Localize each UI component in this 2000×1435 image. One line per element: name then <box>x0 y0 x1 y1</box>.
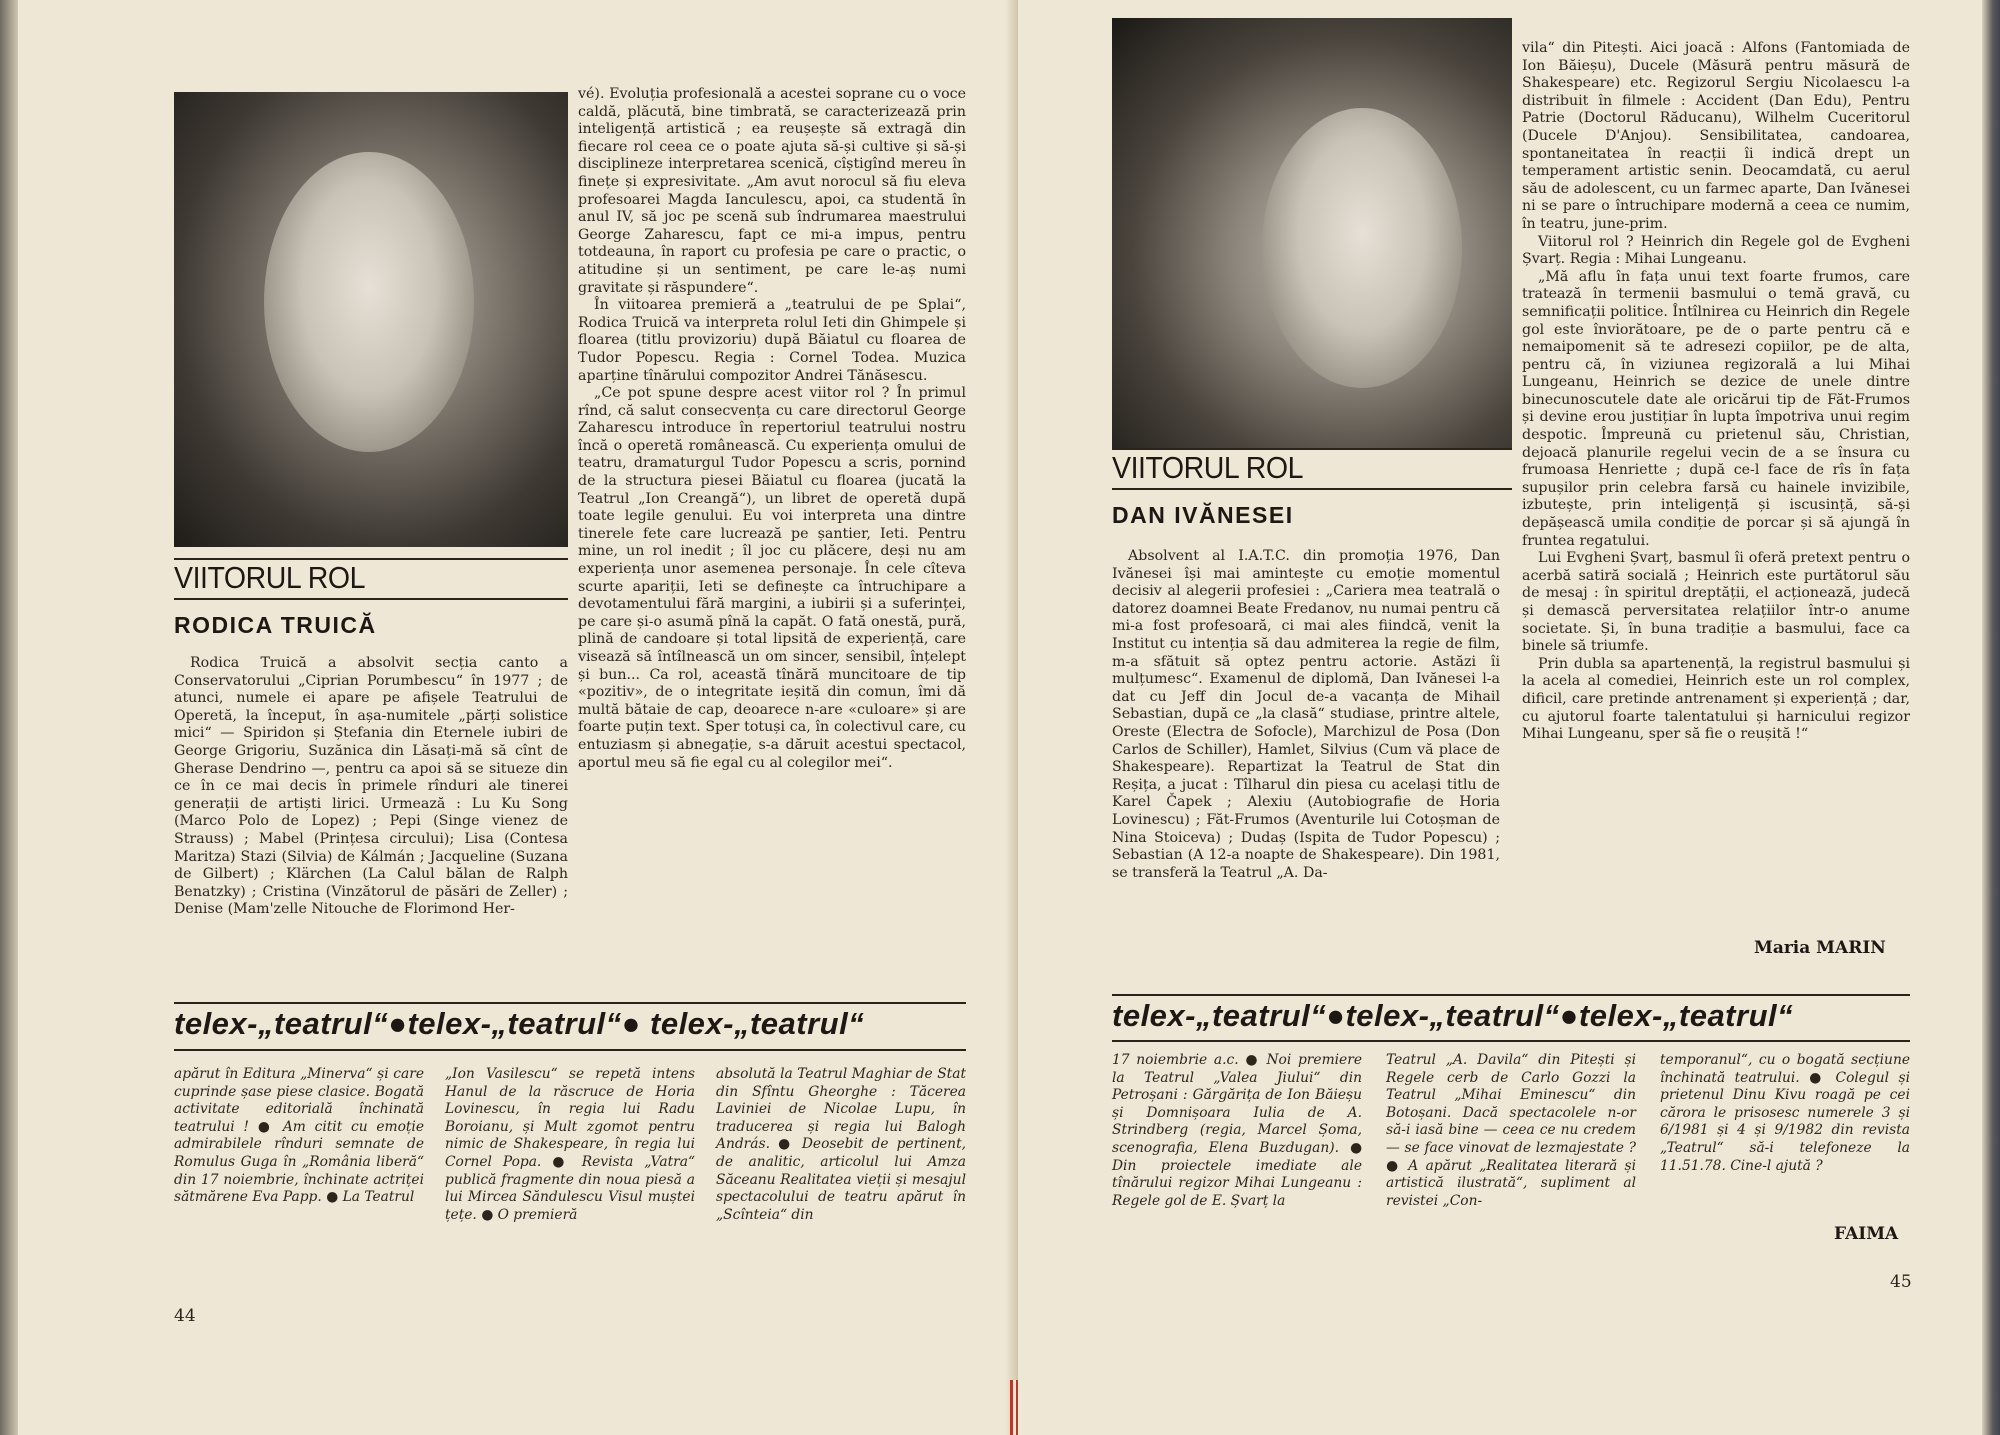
article-column-1 <box>174 655 568 919</box>
telex-rule-top <box>174 1002 966 1004</box>
paragraph: „Ce pot spune despre acest viitor rol ? În primul rînd, că salut consecvența cu care directorul George Zaharescu introduce în repertoriul teatrului nostru încă o operetă românească. Cu experiența omului de teatru, dramaturgul Tudor Popescu a scris, pornind de la structura piesei Băiatul cu floarea (jucată la Teatrul „Ion Creangă“), un libret de operetă după toate legile genului. Eu voi interpreta una dintre tinerele fete care lucrează pe șantier, Ieti. Pentru mine, un rol inedit ; îl joc cu plăcere, deși nu am experiența unor asemenea personaje. În cele cîteva scurte apariții, Ieti se definește ca întruchipare a devotamentului fără margini, a iubirii și a suferinței, pe care și-o asumă pînă la capăt. O fată onestă, pură, plină de candoare și total lipsită de experiență, care visează să întîlnească un om sincer, sensibil, înțelept și bun... Ca rol, această tînără muncitoare de tip «pozitiv», de o integritate ieșită din comun, îmi dă multă bătaie de cap, deoarece n-are «culoare» și are foarte puțin text. Sper totuși ca, în colectivul care, cu entuziasm și abnegație, s-a dăruit acestui spectacol, aportul meu să fie egal cu al colegilor mei“. <box>578 385 966 771</box>
telex-column-1: apărut în Editura „Minerva“ și care cuprinde șase piese clasice. Bogată activitate editorială închinată teatrului ! ● Am citit cu emoție admirabilele rînduri semnate de Romulus Guga în „România liberă“ din 17 noiembrie, închinate actriței sătmărene Eva Papp. ● La Teatrul <box>174 1066 424 1206</box>
telex-rule-bottom <box>1112 1040 1910 1042</box>
paragraph: vila“ din Pitești. Aici joacă : Alfons (Fantomiada de Ion Băieșu), Ducele (Măsură pentru măsură de Shakespeare) etc. Regizorul Sergiu Nicolaescu l-a distribuit în filmele : Accident (Dan Edu), Pentru Patrie (Doctorul Răducanu), Wilhelm Cuceritorul (Ducele D'Anjou). Sensibilitatea, candoarea, spontaneitatea în reacții îi indică drept un temperament artistic senin. Deocamdată, cu aerul său de adolescent, cu un farmec aparte, Dan Ivănesei ni se pare o întruchipare modernă a ceea ce numim, în teatru, june-prim. <box>1522 40 1910 232</box>
paragraph: Viitorul rol ? Heinrich din Regele gol de Evgheni Șvarț. Regia : Mihai Lungeanu. <box>1522 233 1910 268</box>
portrait-photo-rodica-truica <box>174 92 568 547</box>
person-name: DAN IVĂNESEI <box>1112 502 1294 528</box>
portrait-face <box>1262 108 1462 388</box>
paragraph: „Mă aflu în fața unui text foarte frumos, care tratează în termenii basmului o temă gravă, cu semnificații politice. Întîlnirea cu Heinrich din Regele gol este înviorătoare, pe de o parte pentru că e nemaipomenit să te adresezi copiilor, pe de alta, pentru că, în viziunea regizorală a lui Mihai Lungeanu, Heinrich se dezice de unele dintre binecunoscutele date ale oricărui tip de Făt-Frumos și devine erou justițiar în lupta împotriva unui regim despotic. Împreună cu prietenul său, Christian, dejoacă planurile regelui vecin de a se însura cu frumoasa Henriette ; după ce-l face de rîs în fața supușilor prin celebra farsă cu hainele invizibile, izbutește, prin inteligență și iscusință, să-și depășească umila condiție de porcar și să ajungă în fruntea regatului. <box>1522 268 1910 549</box>
telex-column-3: temporanul“, cu o bogată secțiune închinată teatrului. ● Colegul și prietenul Dinu Kivu roagă pe cei cărora le prisosesc numerele 3 și 6/1981 și 4 și 9/1982 din revista „Teatrul“ să-i telefoneze la 11.51.78. Cine-l ajută ? <box>1660 1052 1910 1174</box>
paragraph: Lui Evgheni Șvarț, basmul îi oferă pretext pentru o acerbă satiră socială ; Heinrich este purtătorul său de mesaj : în spiritul dreptății, el acționează, judecă și demască perversitatea relațiilor într-o anume societate. Și, în buna tradiție a basmului, face ca binele să triumfe. <box>1522 550 1910 655</box>
article-column-1 <box>1112 548 1500 882</box>
telex-column-2: „Ion Vasilescu“ se repetă intens Hanul de la răscruce de Horia Lovinescu, în regia lui Radu Boroianu, și Mult zgomot pentru nimic de Shakespeare, în regia lui Cornel Popa. ● Revista „Vatra“ publică fragmente din noua piesă a lui Mircea Săndulescu Visul muștei țețe. ● O premieră <box>445 1066 695 1223</box>
telex-banner: telex-„teatrul“●telex-„teatrul“● telex-„teatrul“ <box>174 1006 865 1041</box>
article-column-2 <box>1522 40 1910 744</box>
telex-rule-bottom <box>174 1049 966 1051</box>
telex-banner: telex-„teatrul“●telex-„teatrul“●telex-„teatrul“ <box>1112 998 1794 1033</box>
author-signature: Maria MARIN <box>1754 938 1886 958</box>
person-name: RODICA TRUICĂ <box>174 612 377 638</box>
telex-rule-top <box>1112 994 1910 996</box>
paragraph: Rodica Truică a absolvit secția canto a Conservatorului „Ciprian Porumbescu“ în 1977 ; de atunci, numele ei apare pe afișele Teatrului de Operetă, la început, în așa-numitele „părți solistice mici“ — Spiridon și Ștefania din Eternele iubiri de George Grigoriu, Suzănica din Lăsați-mă să cînt de Gherase Dendrino —, pentru ca apoi să se situeze din ce în ce mai decis în primele rînduri ale tinerei generații de artiști lirici. Urmează : Lu Ku Song (Marco Polo de Lopez) ; Pepi (Singe vienez de Strauss) ; Mabel (Prințesa circului); Lisa (Contesa Maritza) Stazi (Silvia) de Kálmán ; Jacqueline (Suzana de Gilbert) ; Klärchen (La Calul bălan de Ralph Benatzky) ; Cristina (Vinzătorul de păsări de Zeller) ; Denise (Mam'zelle Nitouche de Florimond Her- <box>174 655 568 918</box>
book-edge-right <box>1982 0 2000 1435</box>
section-label: VIITORUL ROL <box>1112 450 1304 485</box>
page-right <box>1018 0 1982 1435</box>
page-left <box>18 0 1018 1435</box>
portrait-photo-dan-ivanesei <box>1112 18 1512 450</box>
caption-rule-bottom <box>174 598 568 600</box>
article-column-2 <box>578 86 966 772</box>
page-number: 44 <box>174 1306 196 1326</box>
telex-column-3: absolută la Teatrul Maghiar de Stat din Sfîntu Gheorghe : Tăcerea Laviniei de Nicolae Lupu, în traducerea și regia lui Balogh András. ● Deosebit de pertinent, de analitic, articolul lui Amza Săceanu Realitatea vieții și mesajul spectacolului de teatru apărut în „Scînteia“ din <box>716 1066 966 1223</box>
paragraph: vé). Evoluția profesională a acestei soprane cu o voce caldă, plăcută, bine timbrată, se caracterizează prin inteligență artistică ; ea reușește să extragă din fiecare rol ceea ce o poate ajuta să-și cultive și să-și disciplineze interpretarea scenică, cîștigînd mereu în finețe și expresivitate. „Am avut norocul să fiu eleva profesoarei Magda Ianculescu, apoi, ca studentă în anul IV, să joc pe scenă sub îndrumarea maestrului George Zaharescu, fapt ce mi-a impus, pentru totdeauna, în raport cu profesia pe care o practic, o atitudine și un sentiment, pe care le-aș numi gravitate și răspundere“. <box>578 86 966 296</box>
paragraph: Prin dubla sa apartenență, la registrul basmului și la acela al comediei, Heinrich este un rol complex, dificil, care pretinde antrenament și experiență ; dar, cu ajutorul foarte talentatului și harnicului regizor Mihai Lungeanu, sper să fie o reușită !“ <box>1522 655 1910 743</box>
book-edge-left <box>0 0 18 1435</box>
section-label: VIITORUL ROL <box>174 560 366 595</box>
telex-column-1: 17 noiembrie a.c. ● Noi premiere la Teatrul „Valea Jiului“ din Petroșani : Gărgărița de Ion Băieșu și Domnișoara Iulia de A. Strindberg (regia, Marcel Șoma, scenografia, Elena Buzdugan). ● Din proiectele imediate ale tînărului regizor Mihai Lungeanu : Regele gol de E. Șvarț la <box>1112 1052 1362 1209</box>
portrait-face <box>264 152 474 452</box>
telex-signature: FAIMA <box>1834 1224 1899 1244</box>
page-number: 45 <box>1890 1272 1912 1292</box>
paragraph: Absolvent al I.A.T.C. din promoția 1976, Dan Ivănesei își mai amintește cu emoție momentul decisiv al alegerii profesiei : „Cariera mea teatrală o datorez doamnei Beate Fredanov, nu numai pentru că mi-a fost profesoară, ci mai ales fiindcă, venit la Institut cu intenția să dau admiterea la regie de film, m-a sfătuit să optez pentru actorie. Astăzi îi mulțumesc“. Examenul de diplomă, Dan Ivănesei l-a dat cu Jeff din Jocul de-a vacanța de Mihail Sebastian, după ce „la clasă“ studiase, printre altele, Oreste (Electra de Sofocle), Marchizul de Posa (Don Carlos de Schiller), Hamlet, Silvius (Cum vă place de Shakespeare). Repartizat la Teatrul de Stat din Reșița, a jucat : Tîlharul din piesa cu același titlu de Karel Čapek ; Alexiu (Autobiografie de Horia Lovinescu) ; Făt-Frumos (Aventurile lui Cotoșman de Nina Stoiceva) ; Dudaș (Ispita de Tudor Popescu) ; Sebastian (A 12-a noapte de Shakespeare). Din 1981, se transferă la Teatrul „A. Da- <box>1112 548 1500 881</box>
telex-column-2: Teatrul „A. Davila“ din Pitești și Regele cerb de Carlo Gozzi la Teatrul „Mihai Eminescu“ din Botoșani. Dacă spectacolele n-or să-i iasă bine — ceea ce nu credem — se face vinovat de lezmajestate ? ● A apărut „Realitatea literară și artistică ilustrată“, supliment al revistei „Con- <box>1386 1052 1636 1209</box>
caption-rule-bottom <box>1112 488 1512 490</box>
paragraph: În viitoarea premieră a „teatrului de pe Splai“, Rodica Truică va interpreta rolul Ieti din Ghimpele și floarea (titlu provizoriu) după Băiatul cu floarea de Tudor Popescu. Regia : Cornel Todea. Muzica aparține tînărului compozitor Andrei Tănăsescu. <box>578 297 966 384</box>
